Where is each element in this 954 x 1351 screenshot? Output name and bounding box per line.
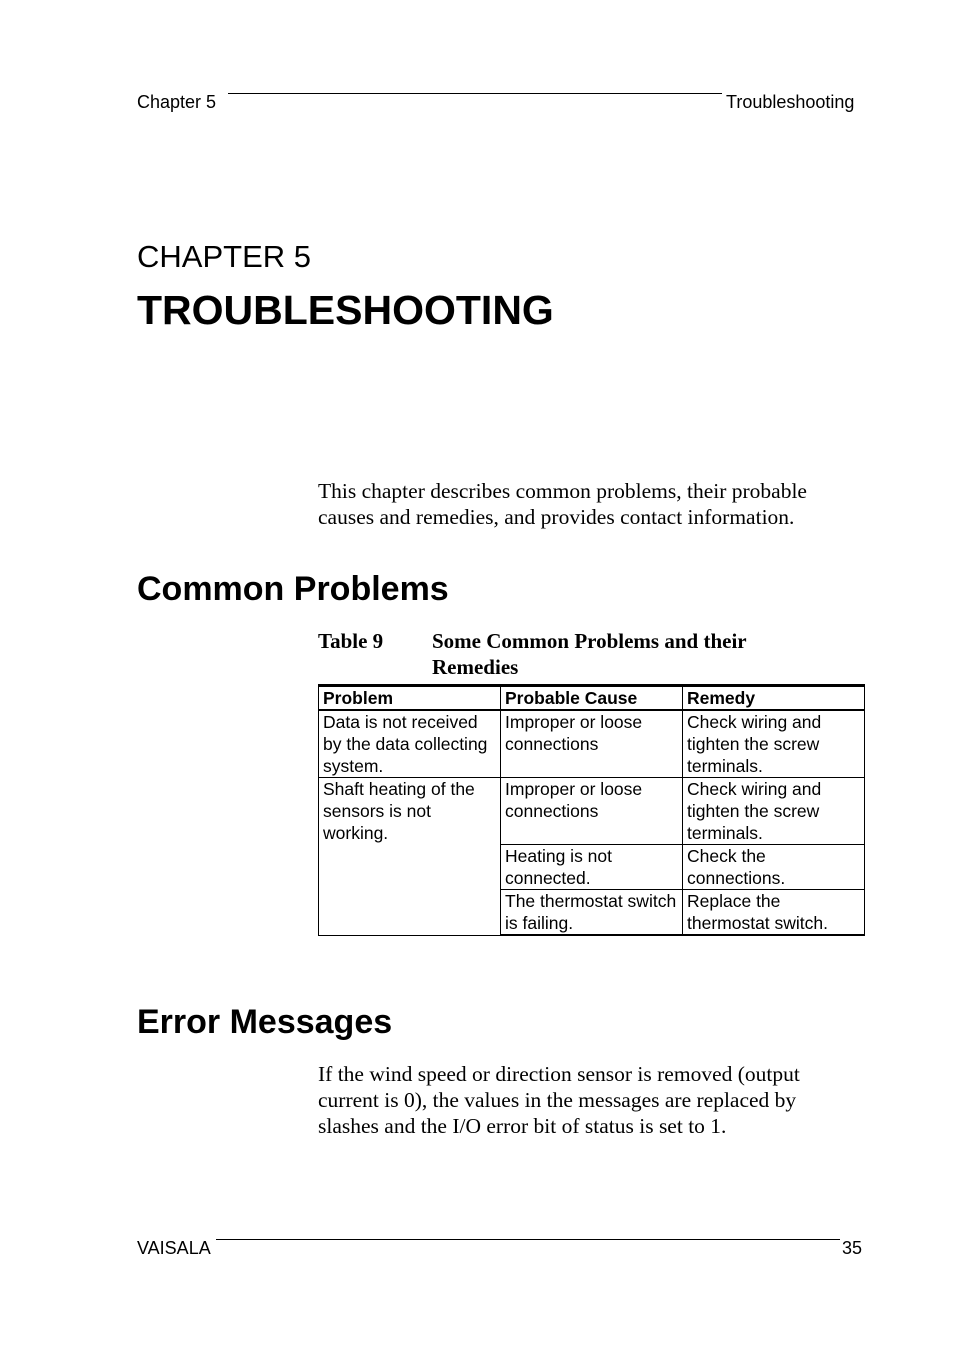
cell-cause: Improper or loose connections — [501, 778, 683, 845]
cell-remedy: Check wiring and tighten the screw terminals. — [683, 778, 865, 845]
paragraph-line: slashes and the I/O error bit of status is set to 1. — [318, 1114, 727, 1138]
chapter-label: CHAPTER 5 — [137, 239, 311, 274]
table-caption-line: Remedies — [432, 655, 519, 679]
table-caption-title — [432, 628, 747, 680]
section-heading-error-messages: Error Messages — [137, 1003, 393, 1041]
page-number: 35 — [842, 1238, 863, 1258]
chapter-title: TROUBLESHOOTING — [137, 287, 554, 333]
table-header-row — [319, 686, 865, 711]
table-caption-line: Some Common Problems and their — [432, 629, 747, 653]
running-footer-brand: VAISALA — [137, 1238, 211, 1258]
cell-problem: Data is not received by the data collecting system. — [319, 710, 501, 778]
table-row — [319, 778, 865, 845]
cell-cause: Improper or loose connections — [501, 710, 683, 778]
column-header-problem: Problem — [319, 686, 501, 711]
footer-rule — [216, 1239, 840, 1240]
cell-remedy: Replace the thermostat switch. — [683, 890, 865, 936]
cell-remedy: Check wiring and tighten the screw terminals. — [683, 710, 865, 778]
intro-paragraph — [318, 478, 807, 530]
cell-remedy: Check the connections. — [683, 845, 865, 890]
cell-cause: The thermostat switch is failing. — [501, 890, 683, 936]
section-heading-common-problems: Common Problems — [137, 570, 449, 608]
column-header-cause: Probable Cause — [501, 686, 683, 711]
error-messages-paragraph — [318, 1061, 800, 1139]
cell-cause: Heating is not connected. — [501, 845, 683, 890]
cell-problem: Shaft heating of the sensors is not working. — [319, 778, 501, 936]
header-rule — [228, 93, 722, 94]
table-row — [319, 710, 865, 778]
running-header-title: Troubleshooting — [726, 92, 855, 112]
paragraph-line: current is 0), the values in the messages are replaced by — [318, 1088, 797, 1112]
intro-line: This chapter describes common problems, their probable — [318, 479, 807, 503]
table-caption-number: Table 9 — [318, 629, 384, 653]
running-header-chapter: Chapter 5 — [137, 92, 217, 112]
intro-line: causes and remedies, and provides contact information. — [318, 505, 795, 529]
paragraph-line: If the wind speed or direction sensor is removed (output — [318, 1062, 800, 1086]
problems-table — [318, 684, 865, 936]
column-header-remedy: Remedy — [683, 686, 865, 711]
